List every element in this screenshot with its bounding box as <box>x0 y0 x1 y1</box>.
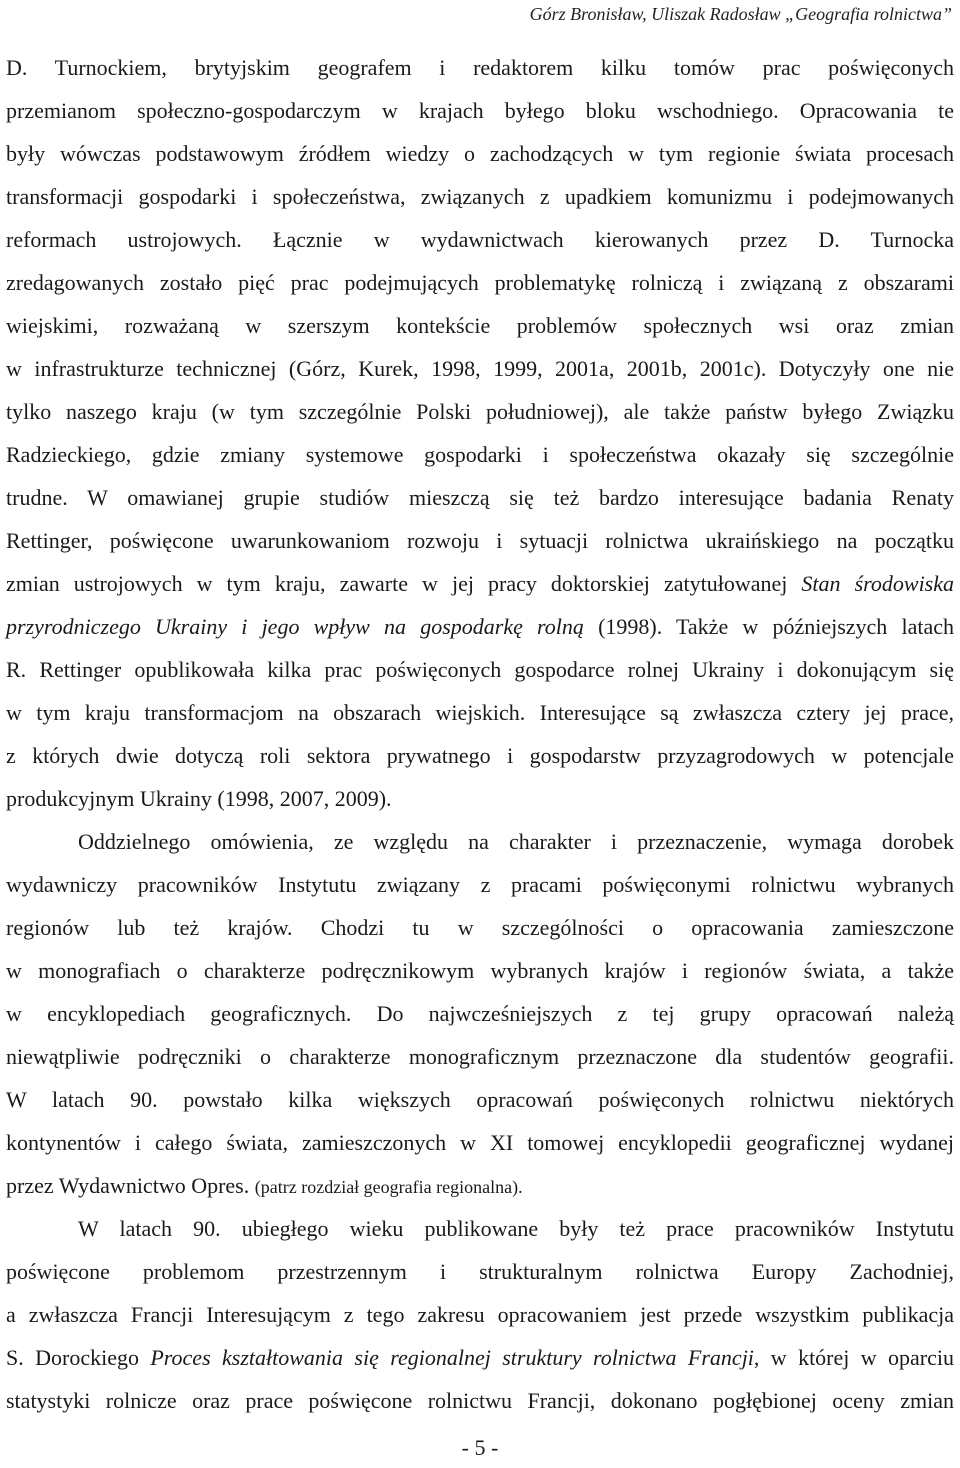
italic-title: przyrodniczego Ukrainy i jego wpływ na gospodarkę rolną <box>6 614 584 639</box>
text-line: tylko naszego kraju (w tym szczególnie Polski południowej), ale także państw byłego Związku <box>6 399 954 424</box>
text-line: reformach ustrojowych. Łącznie w wydawnictwach kierowanych przez D. Turnocka <box>6 227 954 252</box>
text-run: (1998). Także w późniejszych latach <box>583 614 955 639</box>
text-line: poświęcone problemom przestrzennym i strukturalnym rolnictwa Europy Zachodniej, <box>6 1259 954 1284</box>
italic-title: Proces kształtowania się regionalnej struktury rolnictwa Francji <box>150 1345 754 1370</box>
text-line: były wówczas podstawowym źródłem wiedzy o zachodzących w tym regionie świata procesach <box>6 141 954 166</box>
text-line: w infrastrukturze technicznej (Górz, Kurek, 1998, 1999, 2001a, 2001b, 2001c). Dotyczyły one nie <box>6 356 954 381</box>
text-line: w tym kraju transformacjom na obszarach wiejskich. Interesujące są zwłaszcza cztery jej prace, <box>6 700 954 725</box>
text-line: trudne. W omawianej grupie studiów mieszczą się też bardzo interesujące badania Renaty <box>6 485 954 510</box>
paragraph-first-line: W latach 90. ubiegłego wieku publikowane były też prace pracowników Instytutu <box>78 1216 954 1241</box>
text-line: zredagowanych zostało pięć prac podejmujących problematykę rolniczą i związaną z obszarami <box>6 270 954 295</box>
text-run: przez Wydawnictwo Opres. <box>6 1173 255 1198</box>
page-number: - 5 - <box>461 1435 499 1460</box>
text-line: przemianom społeczno-gospodarczym w krajach byłego bloku wschodniego. Opracowania te <box>6 98 954 123</box>
text-line: w encyklopediach geograficznych. Do najwcześniejszych z tej grupy opracowań należą <box>6 1001 954 1026</box>
text-line: kontynentów i całego świata, zamieszczonych w XI tomowej encyklopedii geograficznej wydanej <box>6 1130 954 1155</box>
text-line: niewątpliwie podręczniki o charakterze monograficznym przeznaczone dla studentów geografii. <box>6 1044 954 1069</box>
paragraph-first-line: Oddzielnego omówienia, ze względu na charakter i przeznaczenie, wymaga dorobek <box>78 829 954 854</box>
text-line: a zwłaszcza Francji Interesującym z tego zakresu opracowaniem jest przede wszystkim publikacja <box>6 1302 954 1327</box>
text-line: regionów lub też krajów. Chodzi tu w szczególności o opracowania zamieszczone <box>6 915 954 940</box>
text-line: w monografiach o charakterze podręcznikowym wybranych krajów i regionów świata, a także <box>6 958 954 983</box>
text-line: transformacji gospodarki i społeczeństwa, związanych z upadkiem komunizmu i podejmowanych <box>6 184 954 209</box>
cross-reference-note: (patrz rozdział geografia regionalna). <box>254 1177 523 1197</box>
text-line: z których dwie dotyczą roli sektora prywatnego i gospodarstw przyzagrodowych w potencjale <box>6 743 954 768</box>
italic-title: Stan środowiska <box>801 571 955 596</box>
running-header: Górz Bronisław, Uliszak Radosław „Geografia rolnictwa” <box>529 4 952 24</box>
text-line: statystyki rolnicze oraz prace poświęcone rolnictwu Francji, dokonano pogłębionej oceny zmian <box>6 1388 954 1413</box>
text-line: R. Rettinger opublikowała kilka prac poświęconych gospodarce rolnej Ukrainy i dokonującym się <box>6 657 954 682</box>
text-line: produkcyjnym Ukrainy (1998, 2007, 2009). <box>6 786 392 811</box>
text-line: Radzieckiego, gdzie zmiany systemowe gospodarki i społeczeństwa okazały się szczególnie <box>6 442 954 467</box>
text-run: , w której w oparciu <box>753 1345 954 1370</box>
text-line <box>6 1336 954 1379</box>
text-line: wydawniczy pracowników Instytutu związany z pracami poświęconymi rolnictwu wybranych <box>6 872 954 897</box>
text-line <box>6 1164 954 1207</box>
text-line: W latach 90. powstało kilka większych opracowań poświęconych rolnictwu niektórych <box>6 1087 954 1112</box>
text-line <box>6 605 954 648</box>
text-line: D. Turnockiem, brytyjskim geografem i redaktorem kilku tomów prac poświęconych <box>6 55 954 80</box>
text-run: zmian ustrojowych w tym kraju, zawarte w jej pracy doktorskiej zatytułowanej <box>6 571 802 596</box>
text-line: wiejskimi, rozważaną w szerszym kontekście problemów społecznych wsi oraz zmian <box>6 313 954 338</box>
text-run: S. Dorockiego <box>6 1345 151 1370</box>
text-line <box>6 562 954 605</box>
text-line: Rettinger, poświęcone uwarunkowaniom rozwoju i sytuacji rolnictwa ukraińskiego na początku <box>6 528 954 553</box>
